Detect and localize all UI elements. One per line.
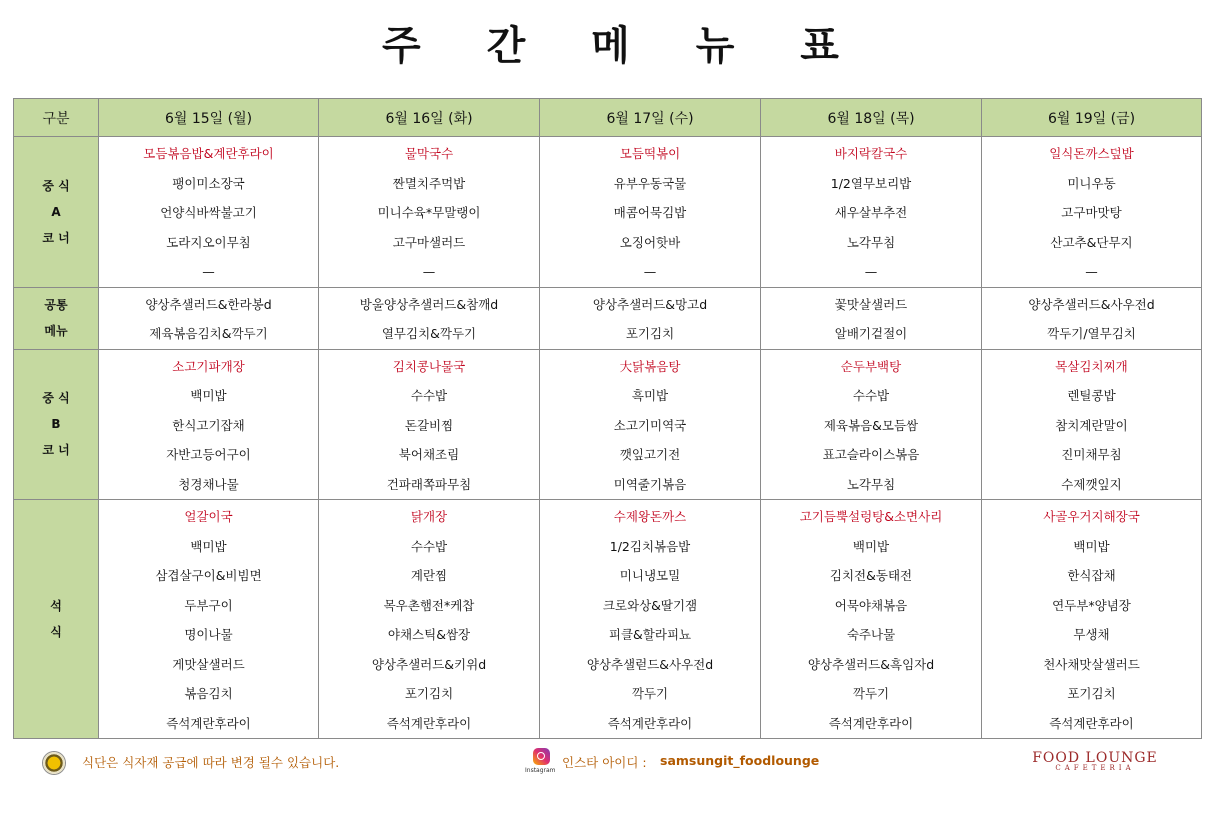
menu-item: 청경채나물 xyxy=(178,476,239,492)
menu-item: 팽이미소장국 xyxy=(172,175,245,191)
main-dish: 소고기파개장 xyxy=(172,358,245,374)
menu-item: 미역줄기볶음 xyxy=(613,476,687,492)
main-dish: 물막국수 xyxy=(404,146,454,161)
day-menu-cell xyxy=(982,349,1202,500)
menu-item: 렌틸콩밥 xyxy=(1067,388,1116,403)
menu-item: 수제깻잎지 xyxy=(1061,476,1122,492)
menu-item: 목우촌햄전*케찹 xyxy=(383,597,475,613)
main-dish: 목살김치찌개 xyxy=(1055,358,1128,374)
day-menu-cell xyxy=(99,287,319,349)
section-label-line: 석 xyxy=(50,599,62,613)
section-label xyxy=(14,137,99,288)
menu-item: 백미밥 xyxy=(190,388,227,403)
menu-item: 수수밥 xyxy=(852,388,890,403)
header-day: 6월 17일 (수) xyxy=(540,99,761,137)
day-menu-cell xyxy=(99,349,319,500)
menu-item: 계란찜 xyxy=(410,568,448,583)
day-menu-cell xyxy=(540,349,761,500)
section-label-line: A xyxy=(51,204,61,219)
menu-item: 노각무침 xyxy=(846,234,896,250)
menu-item: 고구마샐러드 xyxy=(392,234,466,250)
section-row xyxy=(14,137,1202,288)
menu-item: 언양식바싹불고기 xyxy=(160,205,257,220)
menu-item: 미니냉모밀 xyxy=(619,568,681,583)
menu-item: 양상추샐러드&흑임자d xyxy=(807,656,935,672)
menu-item: 미니우동 xyxy=(1067,175,1116,191)
instagram-icon xyxy=(533,748,550,765)
menu-item: 야채스틱&쌈장 xyxy=(387,627,471,642)
menu-item: 알배기겉절이 xyxy=(834,326,908,341)
main-dish: 모듬볶음밥&계란후라이 xyxy=(143,146,274,161)
menu-item: 꽃맛살샐러드 xyxy=(834,296,908,312)
menu-item: 즉석계란후라이 xyxy=(828,715,914,731)
header-day: 6월 18일 (목) xyxy=(761,99,982,137)
day-menu-cell xyxy=(982,287,1202,349)
menu-item: 1/2열무보리밥 xyxy=(830,175,912,191)
menu-item: 도라지오이무침 xyxy=(166,234,251,250)
footer xyxy=(0,748,1221,788)
menu-item: 제육볶음김치&깍두기 xyxy=(149,326,268,341)
menu-item: 무생채 xyxy=(1073,627,1110,642)
day-menu-cell xyxy=(761,137,982,288)
menu-item: 백미밥 xyxy=(852,538,890,554)
menu-item: 북어채조림 xyxy=(398,447,460,462)
main-dish: 大닭볶음탕 xyxy=(619,358,681,374)
day-menu-cell xyxy=(319,137,540,288)
menu-item: 새우살부추전 xyxy=(834,205,908,220)
menu-item: — xyxy=(1085,264,1098,279)
day-menu-cell xyxy=(319,287,540,349)
menu-item: 백미밥 xyxy=(190,538,227,554)
brand-logo xyxy=(1010,750,1180,772)
main-dish: 닭개장 xyxy=(410,509,448,524)
menu-item: 포기김치 xyxy=(1067,686,1116,701)
menu-item: 즉석계란후라이 xyxy=(1049,715,1134,731)
menu-item: — xyxy=(422,264,436,279)
day-menu-cell xyxy=(319,349,540,500)
menu-item: 수수밥 xyxy=(410,388,448,403)
menu-item: 크로와상&딸기잼 xyxy=(602,597,698,613)
menu-item: 양상추샐러드&한라봉d xyxy=(145,296,272,312)
section-label xyxy=(14,349,99,500)
main-dish: 순두부백탕 xyxy=(840,358,902,374)
menu-item: 명이나물 xyxy=(184,627,233,642)
menu-item: 두부구이 xyxy=(184,597,233,613)
instagram-id: samsungit_foodlounge xyxy=(660,753,820,768)
menu-item: 한식고기잡채 xyxy=(172,417,245,433)
main-dish: 사골우거지해장국 xyxy=(1043,509,1140,524)
menu-item: 깻잎고기전 xyxy=(619,447,681,462)
menu-item: 양상추샐러드&사우전d xyxy=(1028,296,1155,312)
menu-item: 한식잡채 xyxy=(1067,568,1116,583)
header-row xyxy=(14,99,1202,137)
section-label xyxy=(14,287,99,349)
menu-item: 짠멸치주먹밥 xyxy=(392,175,466,191)
menu-item: 건파래쪽파무침 xyxy=(386,476,472,492)
menu-item: 즉석계란후라이 xyxy=(607,715,693,731)
menu-item: 유부우동국물 xyxy=(613,175,687,191)
menu-item: 양상추샐러드&키위d xyxy=(371,656,487,672)
weekly-menu-table xyxy=(13,98,1202,739)
main-dish: 일식돈까스덮밥 xyxy=(1049,146,1134,161)
section-label-line: 식 xyxy=(50,625,62,639)
notice-text: 식단은 식자재 공급에 따라 변경 될수 있습니다. xyxy=(82,755,340,770)
menu-item: 참치계란말이 xyxy=(1055,417,1128,433)
header-corner: 구분 xyxy=(14,99,99,137)
menu-item: 산고추&단무지 xyxy=(1050,234,1133,250)
day-menu-cell xyxy=(540,137,761,288)
menu-item: 돈갈비찜 xyxy=(404,417,454,433)
menu-item: 백미밥 xyxy=(1073,538,1110,554)
day-menu-cell xyxy=(319,500,540,739)
menu-item: 즉석계란후라이 xyxy=(386,715,472,731)
menu-item: 소고기미역국 xyxy=(613,417,687,433)
menu-item: 깍두기 xyxy=(631,686,669,701)
menu-item: 자반고등어구이 xyxy=(166,447,251,462)
menu-item: 천사채맛살샐러드 xyxy=(1043,656,1140,672)
section-row xyxy=(14,500,1202,739)
menu-item: — xyxy=(643,264,657,279)
menu-item: 삼겹살구이&비빔면 xyxy=(155,568,262,583)
menu-item: 흑미밥 xyxy=(631,388,669,403)
menu-item: 표고슬라이스볶음 xyxy=(822,447,920,462)
section-label-line: 중 식 xyxy=(42,178,70,193)
menu-item: 어묵야채볶음 xyxy=(834,597,908,613)
section-label-line: B xyxy=(51,417,61,432)
section-label-line: 코 너 xyxy=(42,443,70,458)
day-menu-cell xyxy=(761,500,982,739)
main-dish: 수제왕돈까스 xyxy=(613,509,687,524)
header-day: 6월 19일 (금) xyxy=(982,99,1202,137)
menu-item: 즉석계란후라이 xyxy=(166,715,251,731)
instagram-label: 인스타 아이디 : xyxy=(562,755,647,770)
menu-item: 포기김치 xyxy=(625,326,675,341)
brand-name: FOOD LOUNGE xyxy=(1032,750,1158,766)
day-menu-cell xyxy=(540,287,761,349)
day-menu-cell xyxy=(99,137,319,288)
day-menu-cell xyxy=(761,287,982,349)
menu-item: 매콤어묵김밥 xyxy=(613,205,687,220)
day-menu-cell xyxy=(982,500,1202,739)
main-dish: 김치콩나물국 xyxy=(392,358,466,374)
menu-item: 양상추샐럳드&사우전d xyxy=(586,656,714,672)
menu-item: 방울양상추샐러드&참깨d xyxy=(359,296,499,312)
menu-item: — xyxy=(864,264,878,279)
menu-item: 깍두기 xyxy=(852,686,890,701)
header-day: 6월 15일 (월) xyxy=(99,99,319,137)
page-title: 주 간 메 뉴 표 xyxy=(382,23,865,69)
menu-item: 게맛살샐러드 xyxy=(172,656,245,672)
menu-item: 피클&할라피뇨 xyxy=(608,627,692,642)
menu-item: 김치전&동태전 xyxy=(829,568,913,583)
brand-subtitle: CAFETERIA xyxy=(1055,764,1135,772)
section-label-line: 메뉴 xyxy=(44,324,68,338)
main-dish: 모듬떡볶이 xyxy=(619,146,681,161)
menu-item: 오징어핫바 xyxy=(619,234,681,250)
menu-item: 볶음김치 xyxy=(184,686,233,701)
section-label-line: 중 식 xyxy=(42,391,70,406)
menu-item: 수수밥 xyxy=(410,538,448,554)
info-icon xyxy=(43,752,65,774)
menu-item: 미니수육*무말랭이 xyxy=(377,205,481,220)
menu-item: 진미채무침 xyxy=(1061,447,1122,462)
main-dish: 바지락칼국수 xyxy=(834,146,908,161)
section-row xyxy=(14,349,1202,500)
header-day: 6월 16일 (화) xyxy=(319,99,540,137)
day-menu-cell xyxy=(99,500,319,739)
section-label-line: 공통 xyxy=(44,298,68,312)
menu-item: 숙주나물 xyxy=(846,627,896,642)
menu-item: 포기김치 xyxy=(404,686,454,701)
menu-item: 열무김치&깍두기 xyxy=(381,326,477,341)
section-label-line: 코 너 xyxy=(42,230,70,245)
menu-item: — xyxy=(202,264,215,279)
menu-item: 제육볶음&모듬쌈 xyxy=(823,417,919,433)
menu-item: 노각무침 xyxy=(846,476,896,492)
main-dish: 얼갈이국 xyxy=(184,509,233,524)
day-menu-cell xyxy=(540,500,761,739)
section-label xyxy=(14,500,99,739)
day-menu-cell xyxy=(761,349,982,500)
main-dish: 고기듬뿍설렁탕&소면사리 xyxy=(799,509,943,524)
instagram-caption: Instagram xyxy=(525,767,556,774)
menu-item: 깍두기/열무김치 xyxy=(1047,326,1136,341)
menu-item: 연두부*양념장 xyxy=(1052,597,1131,613)
menu-item: 1/2김치볶음밥 xyxy=(609,538,691,554)
menu-item: 고구마맛탕 xyxy=(1061,205,1122,220)
menu-item: 양상추샐러드&망고d xyxy=(592,296,708,312)
day-menu-cell xyxy=(982,137,1202,288)
section-row xyxy=(14,287,1202,349)
